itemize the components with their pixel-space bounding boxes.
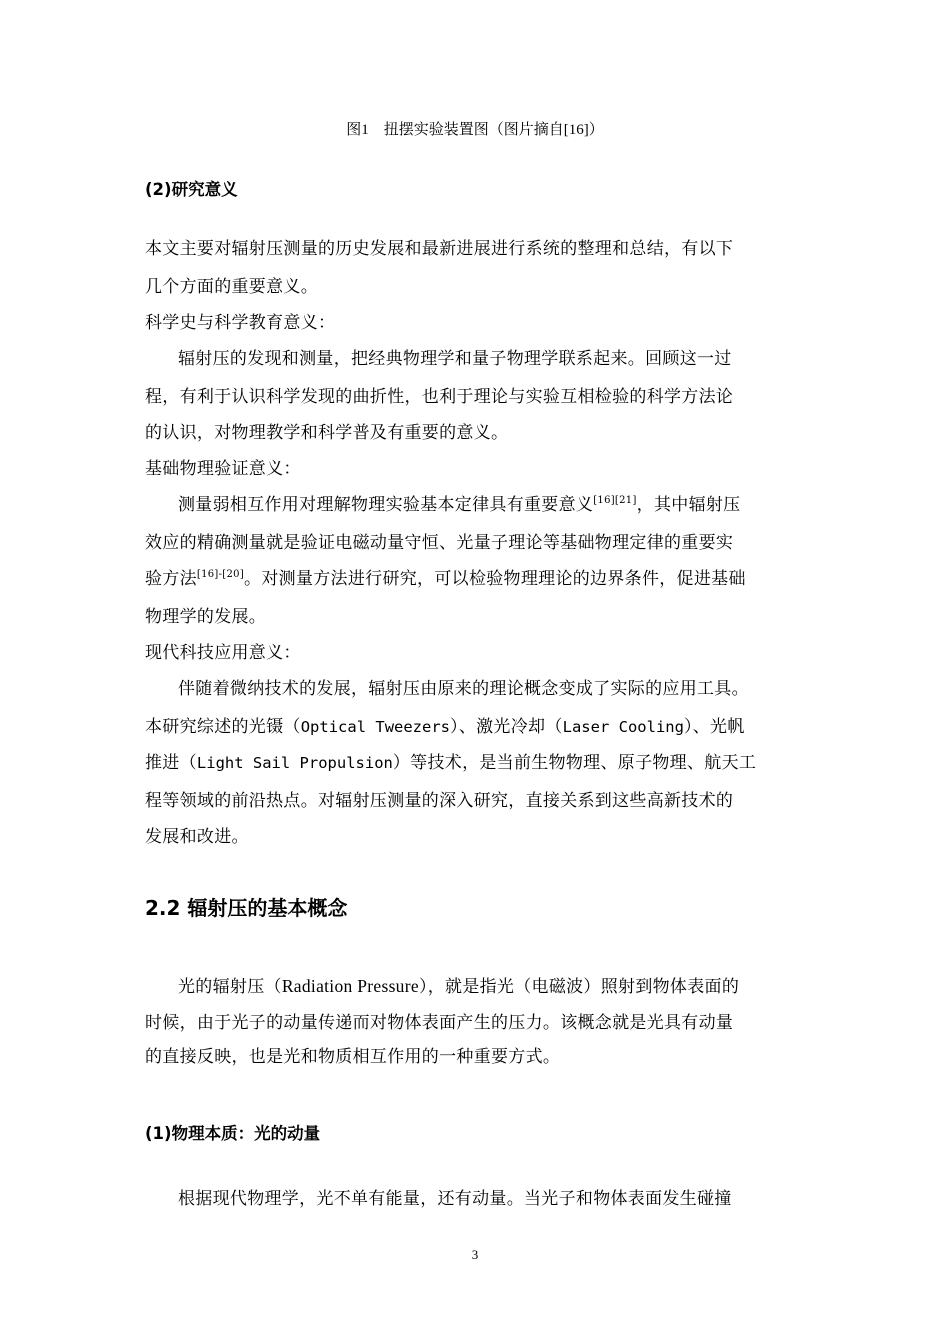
text-span: ），就是指光（电磁波）照射到物体表面的 (418, 977, 740, 997)
text-span: 验方法 (145, 569, 197, 589)
sub-heading-physical-nature: (1)物理本质：光的动量 (145, 1124, 321, 1143)
text-span: 光的辐射压（ (178, 977, 282, 997)
text-span: ）等技术，是当前生物物理、原子物理、航天工 (392, 753, 757, 773)
significance-heading: (2)研究意义 (145, 180, 238, 199)
text-line (178, 490, 740, 515)
page-number: 3 (471, 1247, 479, 1262)
text-span: ）、光帆 (683, 717, 745, 737)
text-line: 程等领域的前沿热点。对辐射压测量的深入研究，直接关系到这些高新技术的 (145, 791, 734, 811)
text-line: 本文主要对辐射压测量的历史发展和最新进展进行系统的整理和总结，有以下 (145, 239, 734, 259)
text-line: 发展和改进。 (145, 827, 249, 847)
text-span: 测量弱相互作用对理解物理实验基本定律具有重要意义 (178, 495, 594, 515)
text-line: 辐射压的发现和测量，把经典物理学和量子物理学联系起来。回顾这一过 (178, 349, 732, 369)
text-line: 几个方面的重要意义。 (145, 277, 318, 297)
citation-ref: [16][21] (593, 495, 637, 506)
section-heading-2-2: 2.2 辐射压的基本概念 (145, 896, 348, 920)
text-line (145, 564, 746, 589)
text-line: 根据现代物理学，光不单有能量，还有动量。当光子和物体表面发生碰撞 (178, 1189, 732, 1209)
text-line: 效应的精确测量就是验证电磁动量守恒、光量子理论等基础物理定律的重要实 (145, 533, 734, 553)
text-line: 伴随着微纳技术的发展，辐射压由原来的理论概念变成了实际的应用工具。 (178, 679, 749, 699)
text-span: 推进（ (145, 753, 197, 773)
text-line: 物理学的发展。 (145, 607, 267, 627)
term-span: Laser Cooling (562, 718, 684, 736)
citation-ref: [16]-[20] (196, 569, 245, 580)
text-span: ）、激光冷却（ (450, 717, 563, 737)
term-span: Optical Tweezers (300, 718, 451, 736)
text-line (145, 712, 745, 737)
text-span: 本研究综述的光镊（ (145, 717, 301, 737)
text-line: 程，有利于认识科学发现的曲折性，也利于理论与实验互相检验的科学方法论 (145, 387, 734, 407)
text-line (178, 972, 739, 997)
text-line: 的直接反映，也是光和物质相互作用的一种重要方式。 (145, 1047, 561, 1067)
text-line (145, 748, 756, 773)
term-span: Light Sail Propulsion (196, 754, 393, 772)
modern-label: 现代科技应用意义： (145, 643, 301, 663)
text-line: 时候，由于光子的动量传递而对物体表面产生的压力。该概念就是光具有动量 (145, 1013, 734, 1033)
basic-label: 基础物理验证意义： (145, 459, 301, 479)
text-span: ，其中辐射压 (636, 495, 741, 515)
text-span: 。对测量方法进行研究，可以检验物理理论的边界条件，促进基础 (244, 569, 746, 589)
figure-caption: 图1 扭摆实验装置图（图片摘自[16]） (346, 122, 604, 138)
text-line: 的认识，对物理教学和科学普及有重要的意义。 (145, 423, 509, 443)
term-span: Radiation Pressure (281, 976, 419, 996)
history-label: 科学史与科学教育意义： (145, 313, 336, 333)
